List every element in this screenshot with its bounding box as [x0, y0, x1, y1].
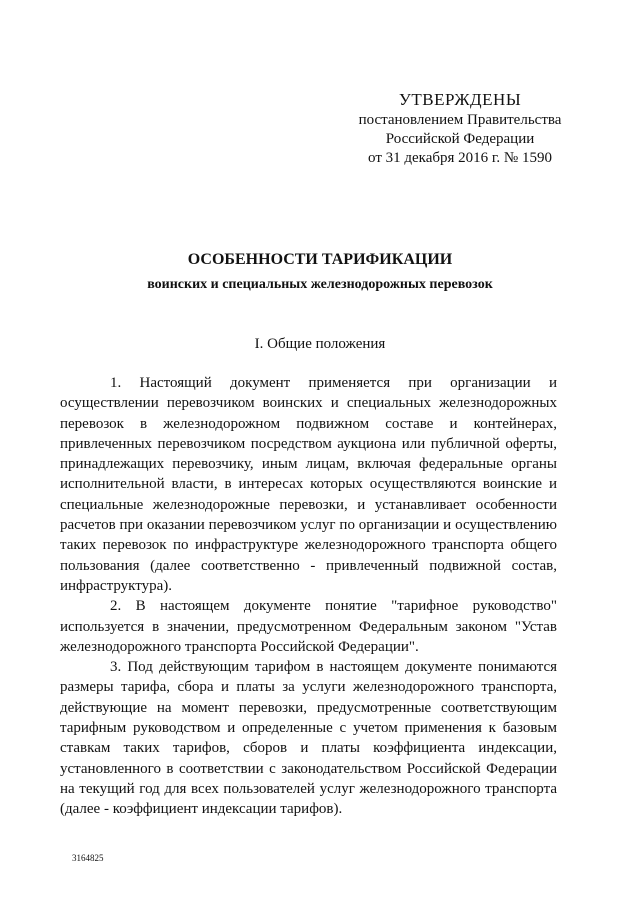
approval-heading: УТВЕРЖДЕНЫ: [398, 90, 522, 109]
approval-stamp: [330, 90, 590, 168]
document-title: ОСОБЕННОСТИ ТАРИФИКАЦИИ: [187, 251, 453, 268]
paragraph-1: 1. Настоящий документ применяется при организации и осуществлении перевозчиком воинских и специальных железнодорожных перевозок в железнодорожном подвижном составе и контейнерах, привлеченных перевозчиком посредством аукциона или публичной оферты, принадлежащих перевозчику, иным лицам, включая федеральные органы исполнительной власти, в интересах которых осуществляются воинские и специальные железнодорожные перевозки, и устанавливает особенности расчетов при оказании перевозчиком услуг по организации и осуществлению таких перевозок по инфраструктуре железнодорожного транспорта общего пользования (далее соответственно - привлеченный подвижной состав, инфраструктура).: [60, 375, 557, 594]
document-subtitle: воинских и специальных железнодорожных перевозок: [147, 277, 493, 292]
approval-line-2: Российской Федерации: [385, 131, 535, 147]
section-heading: I. Общие положения: [254, 336, 386, 352]
paragraph-3: 3. Под действующим тарифом в настоящем документе понимаются размеры тарифа, сбора и платы за услуги железнодорожного транспорта, действующие на момент перевозки, предусмотренные соответствующим тарифным руководством и определенные с учетом применения к базовым ставкам таких тарифов, сборов и платы коэффициента индексации, установленного в соответствии с законодательством Российской Федерации на текущий год для всех пользователей услуг железнодорожного транспорта (далее - коэффициент индексации тарифов).: [60, 659, 557, 818]
document-code: 3164825: [72, 853, 104, 863]
approval-line-3: от 31 декабря 2016 г. № 1590: [368, 150, 552, 166]
document-body: [60, 373, 557, 820]
approval-line-1: постановлением Правительства: [358, 112, 562, 128]
paragraph-2: 2. В настоящем документе понятие "тарифное руководство" используется в значении, предусмотренном Федеральным законом "Устав железнодорожного транспорта Российской Федерации".: [60, 598, 557, 655]
